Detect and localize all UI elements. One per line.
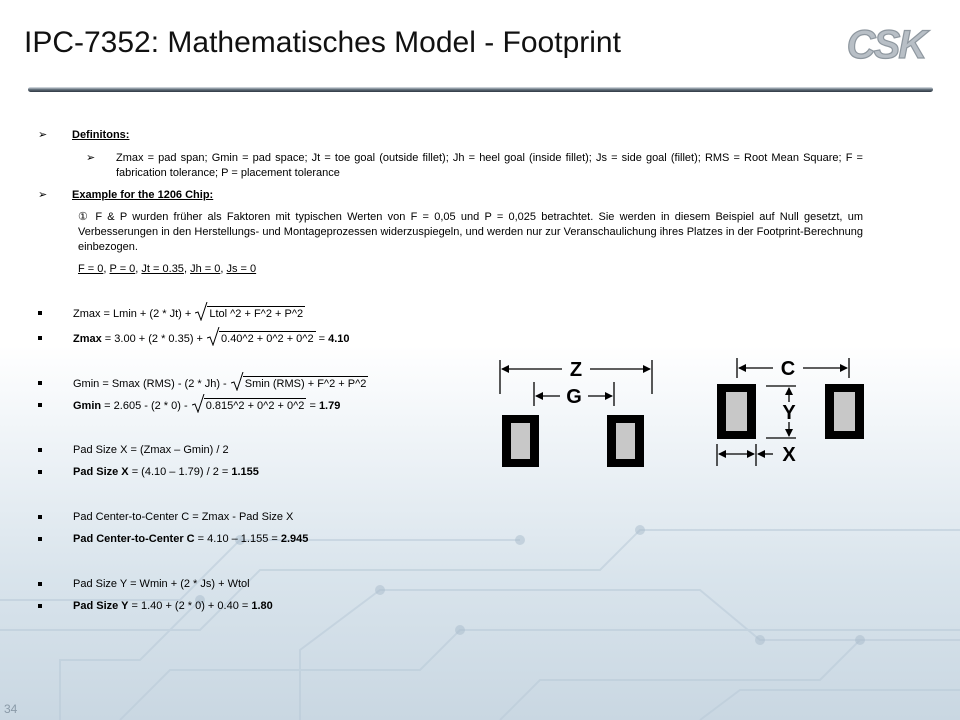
label-c: C bbox=[780, 358, 796, 380]
square-bullet-icon bbox=[38, 582, 42, 586]
square-bullet-icon bbox=[38, 470, 42, 474]
formula-text: = bbox=[315, 333, 329, 345]
page-number: 34 bbox=[4, 702, 18, 716]
slide-title: IPC-7352: Mathematisches Model - Footprint bbox=[24, 26, 621, 59]
example-value: Js = 0 bbox=[226, 263, 257, 275]
zmax-definition bbox=[73, 306, 305, 322]
square-bullet-icon bbox=[38, 311, 42, 315]
pady-calculation bbox=[73, 599, 273, 614]
formula-text: = 3.00 + (2 * 0.35) + bbox=[101, 333, 207, 345]
example-value: Jh = 0 bbox=[190, 263, 221, 275]
formula-result: 1.155 bbox=[231, 466, 259, 478]
sqrt-symbol bbox=[195, 306, 305, 322]
arrow-bullet-icon: ➢ bbox=[38, 189, 48, 201]
formula-text: Gmin = Smax (RMS) - (2 * Jh) - bbox=[73, 378, 230, 390]
formula-text: = 4.10 – 1.155 = bbox=[194, 533, 281, 545]
formula-result: 1.80 bbox=[251, 600, 273, 612]
dimension-arrowheads bbox=[501, 364, 848, 458]
sqrt-argument: 0.40^2 + 0^2 + 0^2 bbox=[221, 333, 314, 345]
gmin-definition bbox=[73, 376, 368, 392]
center-definition: Pad Center-to-Center C = Zmax - Pad Size X bbox=[73, 511, 294, 523]
square-bullet-icon bbox=[38, 537, 42, 541]
note-icon: ① bbox=[78, 211, 91, 223]
formula-text: = 1.40 + (2 * 0) + 0.40 = bbox=[128, 600, 252, 612]
example-note bbox=[78, 210, 863, 255]
footprint-diagram bbox=[498, 356, 868, 476]
sqrt-symbol bbox=[207, 331, 316, 347]
square-bullet-icon bbox=[38, 604, 42, 608]
square-bullet-icon bbox=[38, 448, 42, 452]
arrow-bullet-icon: ➢ bbox=[86, 152, 96, 164]
label-z: Z bbox=[569, 359, 583, 381]
sqrt-argument: Ltol ^2 + F^2 + P^2 bbox=[209, 308, 304, 320]
dimension-lines bbox=[500, 358, 849, 466]
zmax-calculation bbox=[73, 331, 350, 347]
arrow-bullet-icon: ➢ bbox=[38, 129, 48, 141]
formula-label: Zmax bbox=[73, 333, 102, 345]
example-note-text: F & P wurden früher als Faktoren mit typischen Werten von F = 0,05 und P = 0,025 betrachtet. Sie werden in diesem Beispiel auf Null gesetzt, um Verbesserungen in den Herstellungs- und Montageprozessen widerzuspiegeln, und werden nur zur Veranschaulichung ihres Platzes in der Footprint-Berechnung einbezogen. bbox=[78, 211, 863, 253]
formula-label: Pad Size Y bbox=[73, 600, 129, 612]
sqrt-symbol bbox=[192, 398, 307, 414]
formula-result: 2.945 bbox=[280, 533, 309, 545]
square-bullet-icon bbox=[38, 403, 42, 407]
definitions-label: Definitons: bbox=[72, 129, 130, 141]
example-values: F = 0, P = 0, Jt = 0.35, Jh = 0, Js = 0 bbox=[78, 263, 257, 275]
formula-result: 4.10 bbox=[328, 333, 350, 345]
formula-label: Pad Center-to-Center C bbox=[73, 533, 195, 545]
definitions-text: Zmax = pad span; Gmin = pad space; Jt = toe goal (outside fillet); Jh = heel goal (inside fillet); Js = side goal (fillet); RMS = Root Mean Square; F = fabrication tolerance; P = placement tolerance bbox=[116, 152, 863, 179]
formula-label: Gmin bbox=[73, 400, 102, 412]
sqrt-symbol bbox=[231, 376, 369, 392]
example-value: P = 0 bbox=[109, 263, 136, 275]
formula-text: = (4.10 – 1.79) / 2 = bbox=[128, 466, 232, 478]
formula-text: = 2.605 - (2 * 0) - bbox=[101, 400, 191, 412]
gmin-calculation bbox=[73, 398, 340, 414]
label-y: Y bbox=[782, 402, 796, 424]
example-value: F = 0 bbox=[78, 263, 104, 275]
label-x: X bbox=[782, 444, 796, 466]
example-value: Jt = 0.35 bbox=[141, 263, 184, 275]
sqrt-argument: 0.815^2 + 0^2 + 0^2 bbox=[205, 400, 305, 412]
example-label: Example for the 1206 Chip: bbox=[72, 189, 214, 201]
center-calculation bbox=[73, 532, 308, 547]
formula-text: Zmax = Lmin + (2 * Jt) + bbox=[73, 308, 195, 320]
svg-text:CSK: CSK bbox=[846, 23, 926, 67]
padx-calculation bbox=[73, 465, 259, 480]
padx-definition: Pad Size X = (Zmax – Gmin) / 2 bbox=[73, 444, 229, 456]
label-g: G bbox=[566, 386, 582, 408]
sqrt-argument: Smin (RMS) + F^2 + P^2 bbox=[244, 378, 367, 390]
formula-label: Pad Size X bbox=[73, 466, 129, 478]
square-bullet-icon bbox=[38, 515, 42, 519]
formula-text: = bbox=[306, 400, 319, 412]
square-bullet-icon bbox=[38, 381, 42, 385]
formula-result: 1.79 bbox=[318, 400, 341, 412]
pady-definition: Pad Size Y = Wmin + (2 * Js) + Wtol bbox=[73, 578, 250, 590]
square-bullet-icon bbox=[38, 336, 42, 340]
